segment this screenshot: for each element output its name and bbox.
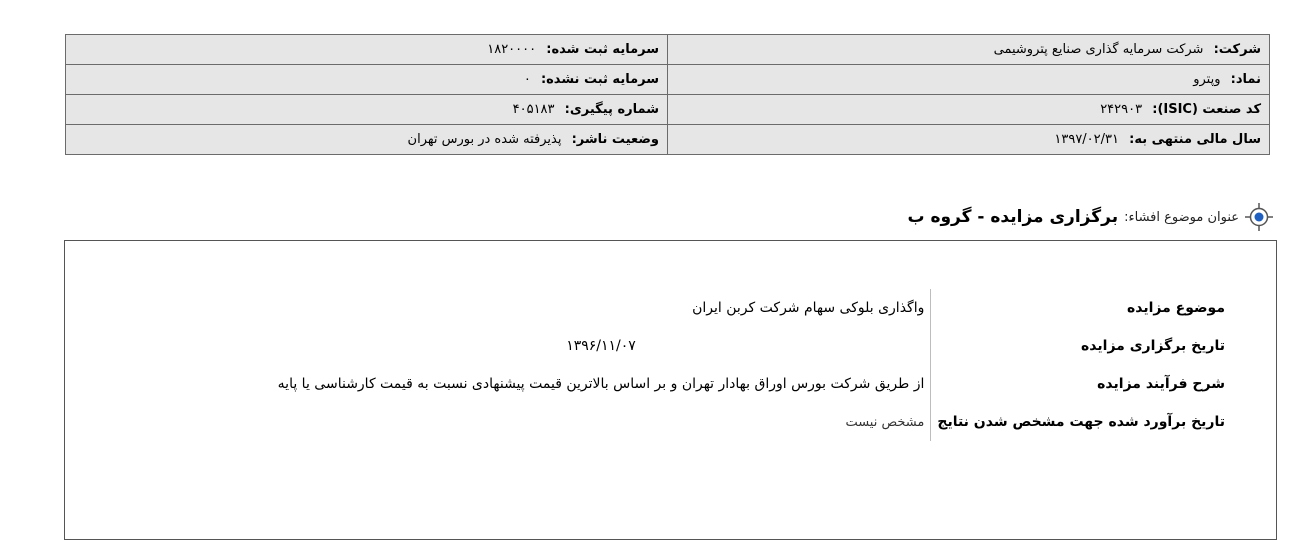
disclosure-title-bar	[907, 202, 1273, 232]
detail-label-results-date: تاریخ برآورد شده جهت مشخص شدن نتایج	[931, 403, 1226, 441]
symbol-value: وپترو	[1193, 72, 1221, 87]
detail-row-process	[277, 365, 1226, 403]
company-info-table	[65, 34, 1270, 155]
info-cell-publisher-status	[66, 125, 668, 155]
disclosure-content-box	[64, 240, 1277, 540]
info-cell-isic	[668, 95, 1270, 125]
detail-value-process: از طریق شرکت بورس اوراق بهادار تهران و بر اساس بالاترین قیمت پیشنهادی نسبت به قیمت کارشناسی یا پایه	[277, 376, 925, 392]
detail-label-subject: موضوع مزایده	[931, 289, 1226, 327]
registered-capital-value: ۱۸۲۰۰۰۰	[487, 42, 537, 57]
registered-capital-label: سرمایه ثبت شده:	[546, 42, 659, 57]
detail-row-results-date	[277, 403, 1226, 441]
info-row-isic	[66, 95, 1270, 125]
info-cell-company	[668, 35, 1270, 65]
detail-row-date	[277, 327, 1226, 365]
detail-row-subject	[277, 289, 1226, 327]
auction-details-table	[277, 289, 1226, 441]
detail-value-date: ۱۳۹۶/۱۱/۰۷	[566, 338, 636, 354]
tracking-number-label: شماره پیگیری:	[564, 102, 659, 117]
detail-value-subject: واگذاری بلوکی سهام شرکت کربن ایران	[692, 300, 925, 316]
company-label: شرکت:	[1213, 42, 1261, 57]
info-cell-symbol	[668, 65, 1270, 95]
unregistered-capital-label: سرمایه ثبت نشده:	[540, 72, 659, 87]
detail-label-date: تاریخ برگزاری مزایده	[931, 327, 1226, 365]
isic-label: کد صنعت (ISIC):	[1152, 102, 1261, 117]
info-cell-registered-capital	[66, 35, 668, 65]
fiscal-year-label: سال مالی منتهی به:	[1129, 132, 1261, 147]
info-row-symbol	[66, 65, 1270, 95]
info-cell-tracking-number	[66, 95, 668, 125]
detail-label-process: شرح فرآیند مزایده	[931, 365, 1226, 403]
disclosure-title-value: برگزاری مزایده - گروه ب	[907, 207, 1119, 227]
company-value: شرکت سرمایه گذاری صنایع پتروشیمی	[993, 42, 1204, 57]
disclosure-title-label: عنوان موضوع افشاء:	[1124, 209, 1239, 225]
publisher-status-label: وضعیت ناشر:	[571, 132, 659, 147]
info-row-company	[66, 35, 1270, 65]
unregistered-capital-value: ۰	[523, 72, 531, 87]
info-cell-fiscal-year	[668, 125, 1270, 155]
info-cell-unregistered-capital	[66, 65, 668, 95]
tracking-number-value: ۴۰۵۱۸۳	[512, 102, 555, 117]
publisher-status-value: پذیرفته شده در بورس تهران	[407, 132, 562, 147]
info-row-fiscal-year	[66, 125, 1270, 155]
target-icon	[1245, 203, 1273, 231]
symbol-label: نماد:	[1230, 72, 1261, 87]
isic-value: ۲۴۲۹۰۳	[1100, 102, 1143, 117]
detail-value-results-date: مشخص نیست	[845, 414, 925, 430]
fiscal-year-value: ۱۳۹۷/۰۲/۳۱	[1054, 132, 1119, 147]
